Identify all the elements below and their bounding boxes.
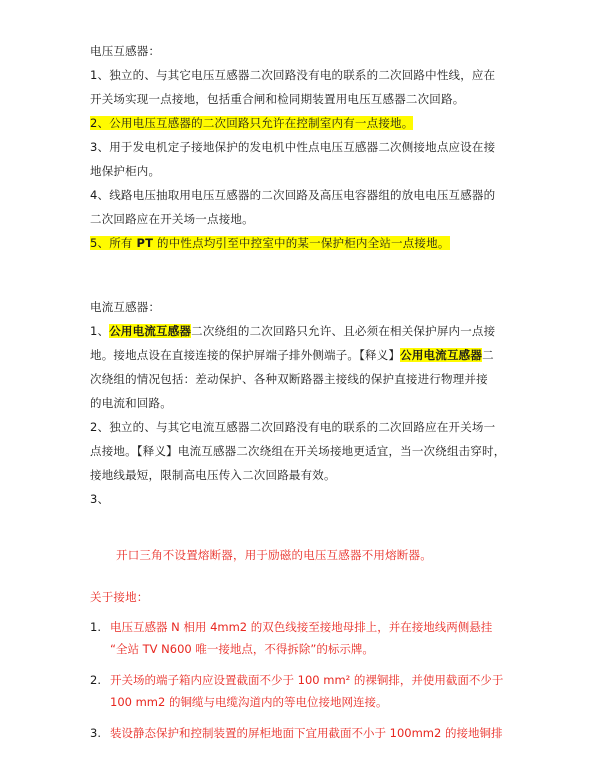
ct-paragraph-3: 3、 xyxy=(90,492,110,506)
highlighted-term: 公用电流互感器 xyxy=(400,348,483,362)
ct-paragraph-1-line-4: 的电流和回路。 xyxy=(90,396,172,410)
vt-paragraph-1-line-1: 1、独立的、与其它电压互感器二次回路没有电的联系的二次回路中性线，应在 xyxy=(90,68,496,82)
grounding-item-1-line-1: 电压互感器 N 相用 4mm2 的双色线接至接地母排上，并在接地线两侧悬挂 xyxy=(110,620,493,634)
grounding-item-2-line-1: 开关场的端子箱内应设置截面不少于 100 mm² 的裸铜排，并使用截面不少于 xyxy=(110,673,504,687)
list-item-number: 1. xyxy=(90,620,101,634)
vt-paragraph-4-line-2: 二次回路应在开关场一点接地。 xyxy=(90,212,254,226)
vt-paragraph-3-line-2: 地保护柜内。 xyxy=(90,164,161,178)
vt-paragraph-4-line-1: 4、线路电压抽取用电压互感器的二次回路及高压电容器组的放电电压互感器的 xyxy=(90,188,496,202)
ct-p1-rest: 二次绕组的二次回路只允许、且必须在相关保护屏内一点接 xyxy=(191,324,496,338)
fuse-note: 开口三角不设置熔断器，用于励磁的电压互感器不用熔断器。 xyxy=(116,548,432,562)
highlighted-term: 公用电流互感器 xyxy=(109,324,192,338)
list-item-number: 3. xyxy=(90,726,101,740)
ct-paragraph-1-line-1 xyxy=(90,323,495,339)
highlighted-text-prefix: 5、所有 xyxy=(90,236,137,250)
grounding-item-2-line-2: 100 mm2 的铜缆与电缆沟道内的等电位接地网连接。 xyxy=(110,695,388,709)
vt-paragraph-2 xyxy=(90,115,413,131)
ct-paragraph-2-line-3: 接地线最短，限制高电压传入二次回路最有效。 xyxy=(90,468,336,482)
vt-section-title: 电压互感器： xyxy=(90,44,161,58)
list-item-number: 2. xyxy=(90,673,101,687)
ct-p1-l2-b: 二 xyxy=(482,348,494,362)
ct-section-title: 电流互感器： xyxy=(90,300,161,314)
ct-p1-l2-a: 地。接地点设在直接连接的保护屏端子排外侧端子。【释义】 xyxy=(90,348,401,362)
vt-paragraph-1-line-2: 开关场实现一点接地，包括重合闸和检同期装置用电压互感器二次回路。 xyxy=(90,92,465,106)
ct-paragraph-2-line-2: 点接地。【释义】电流互感器二次绕组在开关场接地更适宜，当一次绕组击穿时， xyxy=(90,444,506,458)
highlighted-text-suffix: 的中性点均引至中控室中的某一保护柜内全站一点接地。 xyxy=(153,236,450,250)
ct-paragraph-1-line-2 xyxy=(90,347,494,363)
highlighted-text: 2、公用电压互感器的二次回路只允许在控制室内有一点接地。 xyxy=(90,116,414,130)
grounding-section-title: 关于接地： xyxy=(90,590,149,604)
ct-paragraph-2-line-1: 2、独立的、与其它电流互感器二次回路没有电的联系的二次回路应在开关场一 xyxy=(90,420,496,434)
ct-p1-prefix: 1、 xyxy=(90,324,110,338)
grounding-item-3-line-1: 装设静态保护和控制装置的屏柜地面下宜用截面不小于 100mm2 的接地铜排 xyxy=(110,726,503,740)
ct-paragraph-1-line-3: 次绕组的情况包括：差动保护、各种双断路器主接线的保护直接进行物理并接 xyxy=(90,372,488,386)
highlighted-pt-label: PT xyxy=(136,236,154,250)
vt-paragraph-3-line-1: 3、用于发电机定子接地保护的发电机中性点电压互感器二次侧接地点应设在接 xyxy=(90,140,496,154)
vt-paragraph-5 xyxy=(90,235,450,251)
grounding-item-1-line-2: “全站 TV N600 唯一接地点，不得拆除”的标示牌。 xyxy=(110,642,374,656)
